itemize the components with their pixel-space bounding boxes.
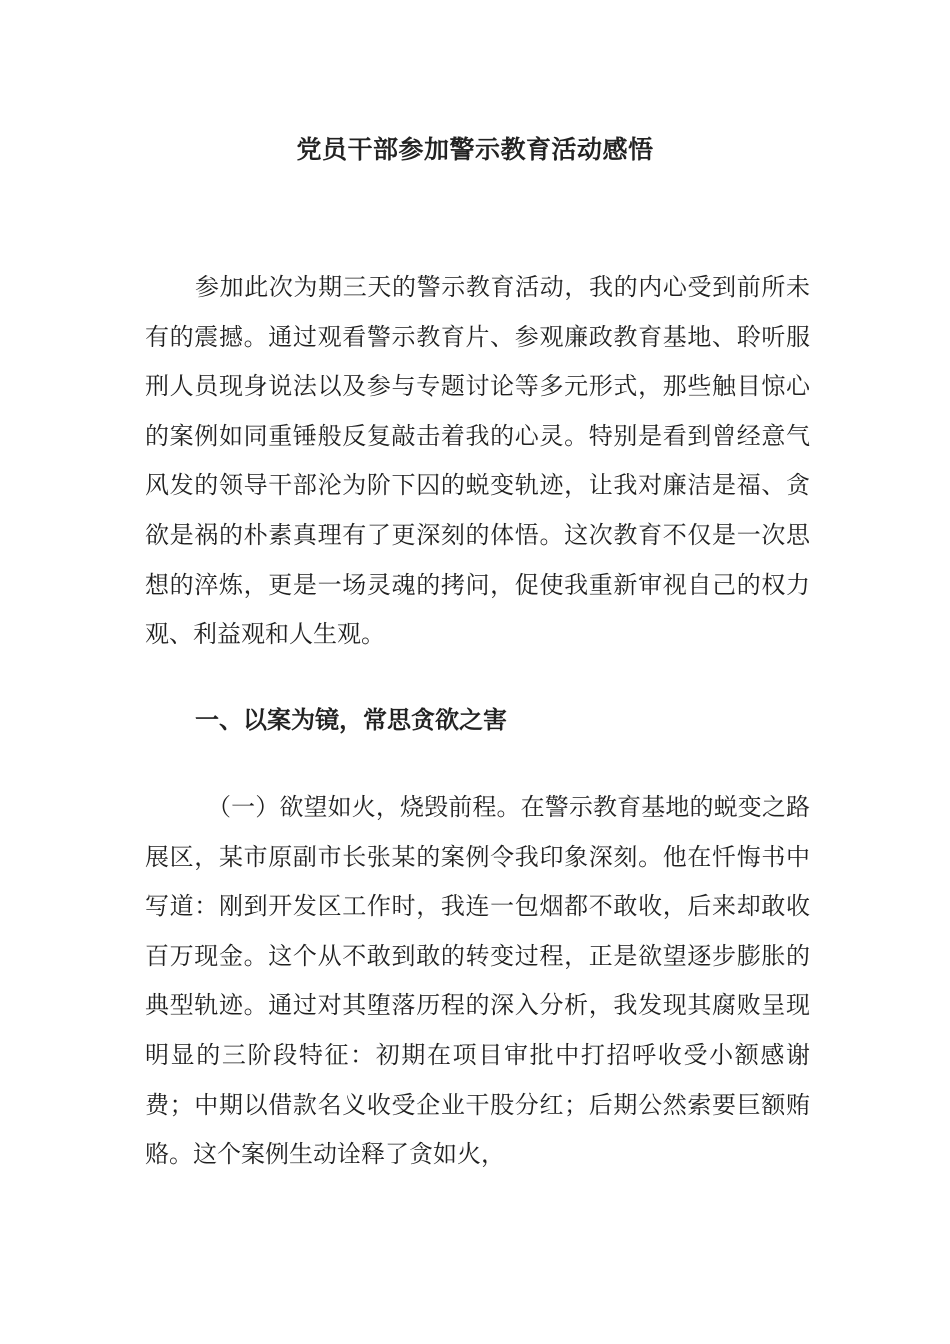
section-heading: 一、以案为镜，常思贪欲之害 bbox=[195, 706, 507, 734]
document-title: 党员干部参加警示教育活动感悟 bbox=[296, 135, 654, 164]
intro-paragraph: 参加此次为期三天的警示教育活动，我的内心受到前所未有的震撼。通过观看警示教育片、参观廉政教育基地、聆听服刑人员现身说法以及参与专题讨论等多元形式，那些触目惊心的案例如同重锤般反复敲击着我的心灵。特别是看到曾经意气风发的领导干部沦为阶下囚的蜕变轨迹，让我对廉洁是福、贪欲是祸的朴素真理有了更深刻的体悟。这次教育不仅是一次思想的淬炼，更是一场灵魂的拷问，促使我重新审视自己的权力观、利益观和人生观。 bbox=[145, 273, 810, 649]
section-paragraph: （一）欲望如火，烧毁前程。在警示教育基地的蜕变之路展区，某市原副市长张某的案例令我印象深刻。他在忏悔书中写道：刚到开发区工作时，我连一包烟都不敢收，后来却敢收百万现金。这个从不敢到敢的转变过程，正是欲望逐步膨胀的典型轨迹。通过对其堕落历程的深入分析，我发现其腐败呈现明显的三阶段特征：初期在项目审批中打招呼收受小额感谢费；中期以借款名义收受企业干股分红；后期公然索要巨额贿赂。这个案例生动诠释了贪如火， bbox=[145, 793, 810, 1169]
